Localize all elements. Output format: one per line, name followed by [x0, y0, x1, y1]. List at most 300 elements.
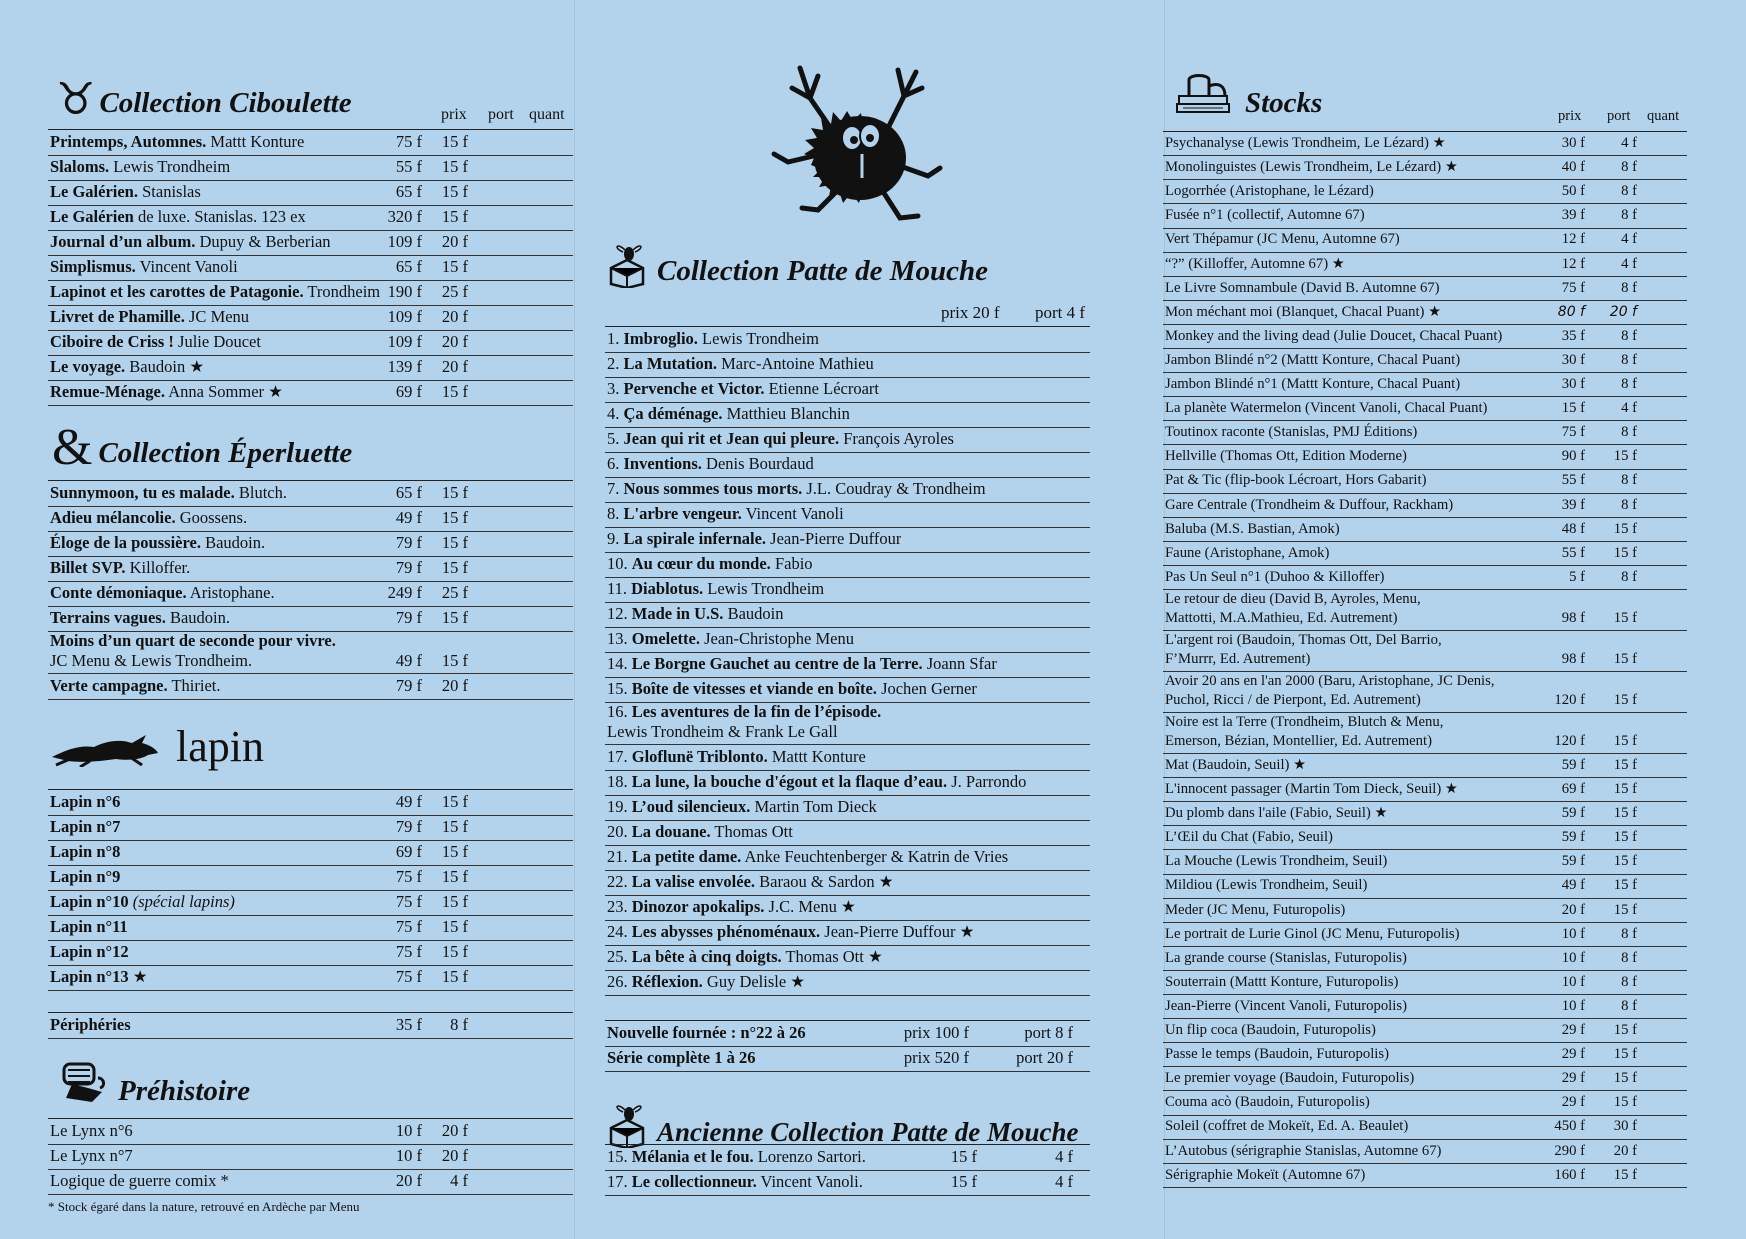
- item-price: 69 f: [395, 382, 422, 401]
- item-name: Toutinox raconte (Stanislas, PMJ Éditions): [1165, 424, 1418, 441]
- item-author: Le Lynx n°6: [50, 1121, 133, 1140]
- item-name: Mon méchant moi (Blanquet, Chacal Puant) ★: [1165, 303, 1442, 320]
- item-name: Omelette.: [631, 629, 700, 648]
- ancienne-heading: [607, 1100, 1078, 1148]
- item-name: L'arbre vengeur.: [623, 504, 742, 523]
- item-name: L'innocent passager (Martin Tom Dieck, Seuil) ★: [1165, 781, 1459, 797]
- item-title: [1165, 1043, 1389, 1066]
- item-author: Jochen Gerner: [876, 679, 977, 698]
- item-author: Mattotti, M.A.Mathieu, Ed. Autrement): [1165, 609, 1398, 626]
- item-name: Les abysses phénoménaux.: [631, 922, 821, 941]
- item-price: 65 f: [395, 483, 422, 502]
- item-postage: 15 f: [1613, 650, 1637, 667]
- item-author: Vincent Vanoli: [741, 504, 844, 523]
- item-name: La douane.: [631, 822, 711, 841]
- item-name: Simplismus.: [50, 257, 136, 276]
- item-title: [1165, 995, 1407, 1018]
- item-postage: 15 f: [441, 157, 468, 176]
- item-number: 26.: [607, 972, 632, 991]
- item-author: Mattt Konture: [767, 747, 866, 766]
- item-title: [1165, 1019, 1376, 1042]
- item-postage: 8 f: [1621, 351, 1637, 368]
- item-number: 13.: [607, 629, 632, 648]
- item-title: [1165, 445, 1407, 468]
- table-row: [1163, 494, 1687, 518]
- table-row: [605, 1170, 1090, 1196]
- item-number: 11.: [607, 579, 632, 598]
- item-name: La spirale infernale.: [623, 529, 767, 548]
- item-number: 8.: [607, 504, 624, 523]
- item-title: [50, 1013, 131, 1037]
- item-name: L’oud silencieux.: [631, 797, 751, 816]
- item-name: Couma acò (Baudoin, Futuropolis): [1165, 1094, 1370, 1111]
- item-postage: 15 f: [441, 917, 468, 936]
- item-title: [607, 452, 814, 476]
- item-postage: 15 f: [1613, 829, 1637, 846]
- item-price: 290 f: [1554, 1142, 1585, 1159]
- item-price: 69 f: [395, 842, 422, 861]
- item-title: [1165, 923, 1460, 946]
- table-row: [48, 130, 573, 156]
- item-price: 55 f: [1561, 472, 1585, 489]
- item-title: [1165, 672, 1495, 710]
- item-price: 35 f: [395, 1015, 422, 1034]
- item-title: [1165, 542, 1329, 565]
- item-author: JC Menu & Lewis Trondheim.: [50, 651, 253, 670]
- item-title: [1165, 228, 1400, 251]
- table-row: [605, 602, 1090, 628]
- item-title: [50, 130, 304, 154]
- item-author: de luxe. Stanislas. 123 ex: [133, 207, 306, 226]
- item-postage: 15 f: [441, 792, 468, 811]
- table-row: [605, 352, 1090, 378]
- item-name: Série complète 1 à 26: [607, 1048, 756, 1067]
- item-author: Lewis Trondheim: [697, 329, 819, 348]
- item-number: 12.: [607, 604, 632, 623]
- item-number: 7.: [607, 479, 624, 498]
- item-price: 65 f: [395, 182, 422, 201]
- item-author: Matthieu Blanchin: [722, 404, 850, 423]
- item-title: [1165, 132, 1446, 155]
- item-title: [1165, 899, 1345, 922]
- item-name: Le portrait de Lurie Ginol (JC Menu, Futuropolis): [1165, 925, 1460, 942]
- table-row: [1163, 971, 1687, 995]
- item-number: 9.: [607, 529, 624, 548]
- item-name: Le retour de dieu (David B, Ayroles, Menu,: [1165, 590, 1421, 607]
- item-name: Périphéries: [50, 1015, 131, 1034]
- item-price: 30 f: [1561, 376, 1585, 392]
- item-author: Emerson, Bézian, Montellier, Ed. Autrement): [1165, 732, 1432, 749]
- table-row: [605, 1021, 1090, 1047]
- item-title: [607, 602, 783, 626]
- item-title: [50, 915, 128, 939]
- item-price: 15 f: [950, 1147, 977, 1166]
- item-name: Remue-Ménage.: [50, 382, 166, 401]
- table-row: [1163, 947, 1687, 971]
- table-row: [48, 380, 573, 406]
- item-name: Le Borgne Gauchet au centre de la Terre.: [631, 654, 923, 673]
- table-row: [1163, 995, 1687, 1019]
- item-postage: 15 f: [441, 817, 468, 836]
- item-title: [607, 795, 877, 819]
- table-row: [1163, 754, 1687, 778]
- item-price: 75 f: [395, 942, 422, 961]
- item-title: [1165, 802, 1388, 825]
- table-row: [1163, 156, 1687, 180]
- header-port: port: [1607, 108, 1631, 124]
- item-postage: 30 f: [1613, 1118, 1637, 1135]
- item-author: J.L. Coudray & Trondheim: [802, 479, 986, 498]
- table-row: [1163, 566, 1687, 590]
- item-number: 5.: [607, 429, 624, 448]
- item-name: Boîte de vitesses et viande en boîte.: [631, 679, 877, 698]
- table-row: [1163, 349, 1687, 373]
- lapin-heading: [50, 722, 264, 771]
- item-name: Diablotus.: [631, 579, 704, 598]
- item-name: Pat & Tic (flip-book Lécroart, Hors Gabarit): [1165, 472, 1427, 489]
- item-author: ★: [128, 967, 148, 986]
- item-price: 59 f: [1561, 829, 1585, 846]
- item-title: [50, 606, 230, 630]
- item-title: [50, 1169, 229, 1193]
- section-title: Collection Patte de Mouche: [657, 255, 989, 287]
- item-name: Monolinguistes (Lewis Trondheim, Le Lézard) ★: [1165, 159, 1459, 176]
- table-row: [48, 506, 573, 532]
- item-title: [50, 965, 148, 989]
- table-row: [605, 845, 1090, 871]
- item-title: [50, 355, 204, 379]
- item-name: Terrains vagues.: [50, 608, 166, 627]
- table-row: [48, 840, 573, 866]
- item-name: Avoir 20 ans en l'an 2000 (Baru, Aristophane, JC Denis,: [1165, 672, 1495, 689]
- ampersand-icon: &: [52, 419, 93, 476]
- item-price: 79 f: [395, 608, 422, 627]
- table-row: [48, 1119, 573, 1145]
- item-postage: 20 f: [441, 232, 468, 251]
- table-row: [605, 452, 1090, 478]
- item-author: Etienne Lécroart: [764, 379, 879, 398]
- item-title: [607, 352, 874, 376]
- item-author: Mattt Konture: [206, 132, 305, 151]
- item-postage: 15 f: [441, 382, 468, 401]
- item-title: [607, 1145, 866, 1169]
- item-postage: 8 f: [1621, 472, 1637, 489]
- item-price: 109 f: [387, 232, 422, 251]
- item-title: [607, 1021, 806, 1045]
- item-title: [607, 402, 850, 426]
- taurus-glyph-icon: ♉: [56, 74, 96, 125]
- table-row: [1163, 1140, 1687, 1164]
- item-title: [1165, 373, 1460, 396]
- table-row: [48, 965, 573, 991]
- table-row: [605, 327, 1090, 353]
- item-title: [1165, 301, 1441, 324]
- item-price: 30 f: [1561, 135, 1585, 151]
- item-postage: 15 f: [1613, 732, 1637, 749]
- table-row: [605, 895, 1090, 921]
- table-row: [48, 305, 573, 331]
- table-row: [48, 205, 573, 231]
- item-title: [50, 790, 120, 814]
- item-postage: 4 f: [450, 1171, 468, 1190]
- item-name: La bête à cinq doigts.: [631, 947, 782, 966]
- item-postage: 15 f: [441, 207, 468, 226]
- item-author: Le Lynx n°7: [50, 1146, 133, 1165]
- table-row: [605, 627, 1090, 653]
- item-author: Martin Tom Dieck: [750, 797, 877, 816]
- item-number: 24.: [607, 922, 632, 941]
- item-number: 20.: [607, 822, 632, 841]
- table-row: [1163, 713, 1687, 754]
- item-price: 49 f: [1561, 877, 1585, 894]
- item-title: [1165, 1091, 1370, 1114]
- item-number: 2.: [607, 354, 624, 373]
- item-postage: 8 f: [1621, 207, 1637, 224]
- item-title: [1165, 1115, 1408, 1138]
- item-postage: 15 f: [441, 257, 468, 276]
- item-name: L'argent roi (Baudoin, Thomas Ott, Del Barrio,: [1165, 631, 1442, 648]
- item-author: Marc-Antoine Mathieu: [717, 354, 874, 373]
- item-name: Le Livre Somnambule (David B. Automne 67): [1165, 279, 1440, 296]
- item-author: Blutch.: [234, 483, 287, 502]
- table-row: [48, 280, 573, 306]
- item-title: [607, 820, 793, 844]
- item-name: Au cœur du monde.: [631, 554, 771, 573]
- item-title: [607, 502, 844, 526]
- item-title: [50, 380, 283, 404]
- item-title: [1165, 518, 1340, 541]
- item-postage: 4 f: [1621, 231, 1637, 248]
- table-row: [48, 890, 573, 916]
- table-row: [605, 745, 1090, 771]
- item-author: Julie Doucet: [173, 332, 261, 351]
- table-row: [48, 674, 573, 700]
- item-name: Gare Centrale (Trondheim & Duffour, Rackham): [1165, 496, 1454, 513]
- item-author: Fabio: [770, 554, 813, 573]
- item-price: 29 f: [1561, 1046, 1585, 1063]
- item-author: Logique de guerre comix *: [50, 1171, 229, 1190]
- item-price: 30 f: [1561, 351, 1585, 368]
- item-price: 75 f: [1561, 424, 1585, 441]
- item-postage: 15 f: [1613, 1094, 1637, 1111]
- item-price: 79 f: [395, 533, 422, 552]
- item-title: [607, 845, 1008, 869]
- item-name: Jean-Pierre (Vincent Vanoli, Futuropolis): [1165, 997, 1407, 1014]
- item-price: 75 f: [395, 867, 422, 886]
- table-row: [1163, 132, 1687, 156]
- item-postage: 4 f: [1621, 135, 1637, 151]
- item-title: [50, 180, 201, 204]
- item-postage: 15 f: [1613, 1166, 1637, 1183]
- table-row: [1163, 204, 1687, 228]
- item-name: La grande course (Stanislas, Futuropolis): [1165, 949, 1407, 966]
- item-postage: 20 f: [441, 357, 468, 376]
- item-price: 48 f: [1561, 520, 1585, 537]
- item-number: 10.: [607, 554, 632, 573]
- table-row: [1163, 1019, 1687, 1043]
- item-name: Un flip coca (Baudoin, Futuropolis): [1165, 1022, 1376, 1038]
- item-price: 109 f: [387, 332, 422, 351]
- item-author: JC Menu: [184, 307, 250, 326]
- item-postage: 25 f: [441, 282, 468, 301]
- table-row: [1163, 325, 1687, 349]
- item-title: [607, 527, 901, 551]
- item-name: Fusée n°1 (collectif, Automne 67): [1165, 207, 1365, 224]
- table-row: [48, 330, 573, 356]
- item-price: 55 f: [395, 157, 422, 176]
- header-quant: quant: [1647, 108, 1680, 124]
- item-postage: 15 f: [441, 558, 468, 577]
- table-row: [1163, 373, 1687, 397]
- item-postage: 25 f: [441, 583, 468, 602]
- item-author: Anna Sommer ★: [165, 382, 283, 401]
- item-postage: 15 f: [1613, 756, 1637, 773]
- item-number: 16.: [607, 702, 632, 721]
- table-row: [605, 652, 1090, 678]
- item-title: [1165, 1164, 1365, 1187]
- item-name: Ciboire de Criss !: [50, 332, 174, 351]
- item-name: Gloflunë Triblonto.: [631, 747, 768, 766]
- table-row: [48, 915, 573, 941]
- table-row: [48, 865, 573, 891]
- item-name: Lapin n°8: [50, 842, 121, 861]
- item-title: [1165, 874, 1367, 897]
- table-row: [48, 606, 573, 632]
- running-hare-icon: [50, 727, 162, 767]
- item-title: [607, 627, 854, 651]
- item-title: [1165, 253, 1345, 276]
- table-row: [605, 527, 1090, 553]
- item-title: [1165, 566, 1384, 589]
- item-title: [50, 305, 249, 329]
- item-price: 79 f: [395, 817, 422, 836]
- table-row: [605, 552, 1090, 578]
- item-author: Baudoin: [723, 604, 784, 623]
- item-author: Killoffer.: [125, 558, 191, 577]
- item-number: 3.: [607, 379, 624, 398]
- item-postage: 8 f: [450, 1015, 468, 1034]
- item-postage: 15 f: [441, 942, 468, 961]
- item-postage: 8 f: [1621, 949, 1637, 966]
- item-price: 39 f: [1561, 207, 1585, 224]
- section-title: Collection Éperluette: [98, 437, 353, 469]
- item-author: Jean-Pierre Duffour ★: [820, 922, 975, 941]
- item-number: 18.: [607, 772, 632, 791]
- item-title: [607, 870, 894, 894]
- item-postage: 8 f: [1621, 925, 1637, 942]
- item-postage: 15 f: [1613, 691, 1637, 708]
- item-name: Lapin n°13: [50, 967, 129, 986]
- item-name: Éloge de la poussière.: [50, 533, 201, 552]
- item-price: 15 f: [950, 1172, 977, 1191]
- item-postage: 8 f: [1621, 279, 1637, 296]
- patte-port: port 4 f: [1035, 303, 1086, 322]
- item-title: [1165, 971, 1398, 994]
- item-name: Pervenche et Victor.: [623, 379, 765, 398]
- item-postage: 15 f: [441, 892, 468, 911]
- item-title: [50, 556, 190, 580]
- item-price: 320 f: [387, 207, 422, 226]
- item-title: [1165, 713, 1443, 751]
- item-price: 59 f: [1561, 756, 1585, 773]
- item-postage: 4 f: [1055, 1147, 1073, 1166]
- item-postage: port 20 f: [1016, 1048, 1073, 1067]
- item-postage: 15 f: [1613, 544, 1637, 561]
- item-title: [1165, 631, 1442, 669]
- table-row: [1163, 850, 1687, 874]
- table-row: [48, 631, 573, 674]
- item-postage: 20 f: [441, 332, 468, 351]
- item-title: [50, 205, 306, 229]
- item-name: La Mutation.: [623, 354, 718, 373]
- item-author: Lorenzo Sartori.: [753, 1147, 866, 1166]
- item-price: 12 f: [1561, 231, 1585, 248]
- item-title: [1165, 277, 1440, 300]
- item-title: [1165, 204, 1365, 227]
- item-price: 15 f: [1561, 400, 1585, 417]
- item-name: Nous sommes tous morts.: [623, 479, 803, 498]
- item-title: [607, 677, 977, 701]
- item-postage: 20 f: [1613, 1142, 1637, 1159]
- item-name: Passe le temps (Baudoin, Futuropolis): [1165, 1046, 1389, 1063]
- prehistoire-heading: [58, 1058, 250, 1108]
- item-postage: 20 f: [1609, 303, 1637, 320]
- item-name: Lapin n°9: [50, 867, 121, 886]
- item-price: 75 f: [395, 132, 422, 151]
- item-title: [50, 815, 120, 839]
- item-author: Baudoin.: [200, 533, 266, 552]
- item-name: Faune (Aristophane, Amok): [1165, 544, 1330, 561]
- item-title: [607, 745, 866, 769]
- item-postage: 15 f: [1613, 853, 1637, 870]
- footnote: * Stock égaré dans la nature, retrouvé en Ardèche par Menu: [48, 1199, 360, 1214]
- item-author: Joann Sfar: [922, 654, 997, 673]
- fly-on-box-icon: [607, 1100, 647, 1148]
- item-price: 5 f: [1569, 568, 1585, 585]
- item-postage: 8 f: [1621, 327, 1637, 344]
- table-row: [1163, 1067, 1687, 1091]
- item-name: Jean qui rit et Jean qui pleure.: [623, 429, 840, 448]
- item-name: Du plomb dans l'aile (Fabio, Seuil) ★: [1165, 805, 1388, 822]
- item-author: Baudoin ★: [125, 357, 205, 376]
- item-name: La lune, la bouche d'égout et la flaque d’eau.: [631, 772, 948, 791]
- table-row: [605, 920, 1090, 946]
- item-postage: 4 f: [1621, 400, 1637, 417]
- item-postage: 15 f: [441, 608, 468, 627]
- item-title: [607, 552, 813, 576]
- item-title: [1165, 156, 1458, 179]
- item-author: Goossens.: [175, 508, 248, 527]
- item-author: Thomas Ott: [710, 822, 793, 841]
- item-title: [50, 940, 129, 964]
- item-price: 10 f: [1561, 925, 1585, 942]
- item-name: Baluba (M.S. Bastian, Amok): [1165, 520, 1340, 537]
- item-title: [607, 327, 819, 351]
- table-row: [48, 556, 573, 582]
- item-author: Denis Bourdaud: [701, 454, 814, 473]
- item-title: [50, 531, 265, 555]
- item-title: [50, 890, 235, 914]
- item-postage: 15 f: [1613, 901, 1637, 918]
- item-price: 450 f: [1554, 1118, 1585, 1135]
- table-row: [1163, 1043, 1687, 1067]
- header-port: port: [488, 106, 514, 123]
- item-title: [50, 1144, 133, 1168]
- table-row: [1163, 277, 1687, 301]
- item-title: [607, 895, 856, 919]
- item-title: [607, 577, 824, 601]
- fold-line-left: [574, 0, 575, 1239]
